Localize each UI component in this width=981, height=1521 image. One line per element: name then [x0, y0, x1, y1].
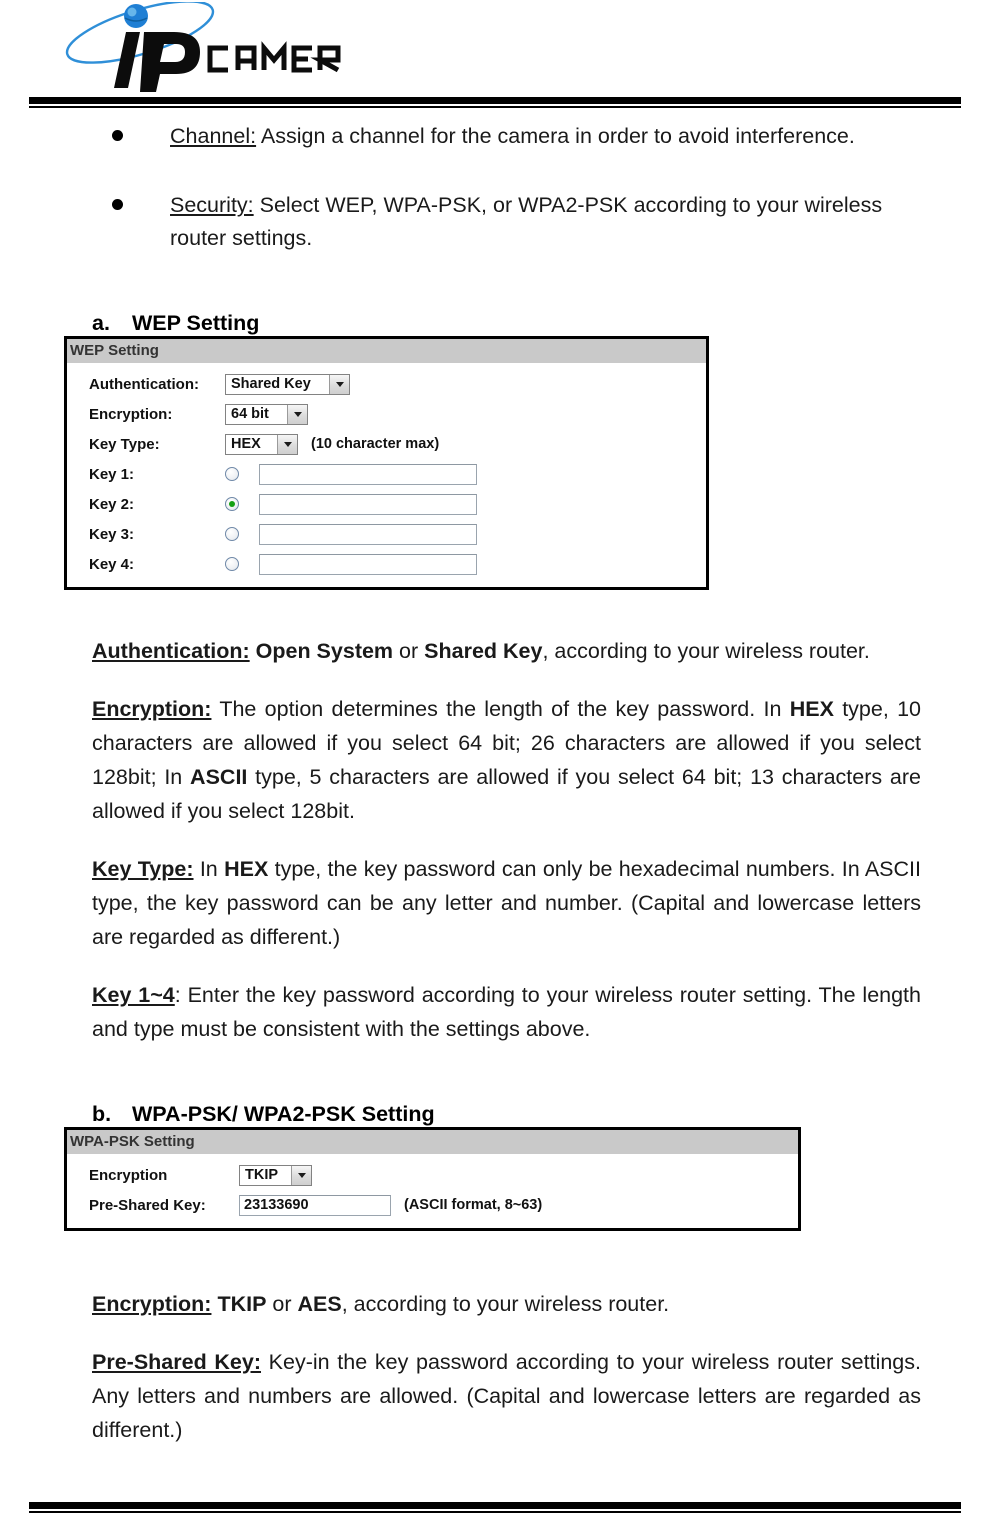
bullet-text-security: Select WEP, WPA-PSK, or WPA2-PSK according to your wireless router settings. — [170, 193, 883, 250]
wep-key3-label: Key 3: — [89, 525, 135, 543]
chevron-down-icon — [329, 375, 349, 394]
wep-key4-label: Key 4: — [89, 555, 135, 573]
term-ascii: ASCII — [190, 765, 248, 789]
list-item — [0, 189, 981, 255]
text-enc-p3: type, 5 characters are allowed if you select 64 bit; 13 characters are allowed if you select 128bit. — [92, 765, 921, 823]
wep-key4-input[interactable] — [259, 554, 477, 575]
text-auth-tail: , according to your wireless router. — [542, 639, 870, 663]
wep-key4-radio[interactable] — [225, 557, 239, 571]
page-content — [0, 120, 981, 1447]
text-keytype-p2: type, the key password can only be hexadecimal numbers. In ASCII type, the key password can be any letter and number. (Capital and lowercase letters are regarded as different.) — [92, 857, 921, 949]
wep-key3-input[interactable] — [259, 524, 477, 545]
text-pre-shared-key: Key-in the key password according to your wireless router settings. Any letters and numbers are allowed. (Capital and lowercase letters are regarded as different.) — [92, 1350, 921, 1442]
section-marker-a: a. — [92, 311, 110, 335]
wep-key2-input[interactable] — [259, 494, 477, 515]
wep-key2-radio[interactable] — [225, 497, 239, 511]
paragraph-authentication — [92, 634, 921, 668]
text-key-1-4: : Enter the key password according to your wireless router setting. The length and type must be consistent with the settings above. — [92, 983, 921, 1041]
term-tkip: TKIP — [217, 1292, 267, 1316]
wpa-preshared-key-row — [67, 1190, 798, 1220]
text-auth-mid: or — [393, 639, 425, 663]
wep-panel-titlebar: WEP Setting — [67, 339, 706, 363]
term-encryption-wpa: Encryption: — [92, 1292, 212, 1316]
wep-keytype-label: Key Type: — [89, 435, 160, 453]
wep-keytype-select[interactable] — [225, 434, 298, 455]
footer-divider-rule — [29, 1502, 961, 1513]
ip-camera-logo — [48, 2, 348, 92]
bullet-dot-icon — [112, 130, 123, 141]
paragraph-key-type — [92, 852, 921, 954]
wep-settings-panel — [64, 336, 709, 590]
paragraph-pre-shared-key — [92, 1345, 921, 1447]
wpa-preshared-key-input[interactable]: 23133690 — [239, 1195, 391, 1216]
intro-bullet-list — [0, 120, 981, 255]
term-authentication: Authentication: — [92, 639, 250, 663]
wpa-encryption-row — [67, 1160, 798, 1190]
term-hex-2: HEX — [224, 857, 269, 881]
wep-key1-radio[interactable] — [225, 467, 239, 481]
term-encryption: Encryption: — [92, 697, 212, 721]
bullet-term-channel: Channel: — [170, 124, 257, 148]
term-key-1-4: Key 1~4 — [92, 983, 175, 1007]
bullet-term-security: Security: — [170, 193, 254, 217]
text-enc-wpa-mid: or — [266, 1292, 298, 1316]
section-title-wpa: WPA-PSK/ WPA2-PSK Setting — [132, 1102, 435, 1126]
term-shared-key: Shared Key — [424, 639, 543, 663]
wep-encryption-row — [67, 399, 706, 429]
chevron-down-icon — [277, 435, 297, 454]
list-item — [0, 120, 981, 153]
wep-key2-label: Key 2: — [89, 495, 135, 513]
paragraph-encryption-wpa — [92, 1287, 921, 1321]
wpa-encryption-value: TKIP — [245, 1166, 279, 1183]
wep-key1-row — [67, 459, 706, 489]
wep-encryption-label: Encryption: — [89, 405, 173, 423]
section-heading-wpa — [92, 1102, 981, 1127]
wpa-encryption-label: Encryption — [89, 1166, 168, 1184]
wep-keytype-hint: (10 character max) — [311, 436, 440, 452]
wep-key3-radio[interactable] — [225, 527, 239, 541]
section-title-wep: WEP Setting — [132, 311, 260, 335]
wep-authentication-select[interactable] — [225, 374, 350, 395]
text-enc-wpa-tail: , according to your wireless router. — [341, 1292, 670, 1316]
text-keytype-p1: In — [193, 857, 225, 881]
wep-key1-input[interactable] — [259, 464, 477, 485]
term-pre-shared-key: Pre-Shared Key: — [92, 1350, 261, 1374]
wep-authentication-label: Authentication: — [89, 375, 199, 393]
section-heading-wep — [92, 311, 981, 336]
section-marker-b: b. — [92, 1102, 112, 1126]
wep-encryption-select[interactable] — [225, 404, 308, 425]
term-hex: HEX — [789, 697, 834, 721]
bullet-dot-icon — [112, 199, 123, 210]
paragraph-encryption-wep — [92, 692, 921, 828]
wep-authentication-value: Shared Key — [231, 375, 311, 392]
wpa-preshared-key-hint: (ASCII format, 8~63) — [404, 1197, 543, 1213]
wep-key1-label: Key 1: — [89, 465, 135, 483]
term-aes: AES — [297, 1292, 342, 1316]
page-header — [0, 0, 981, 112]
text-enc-p2: type, 10 characters are allowed if you select 64 bit; 26 characters are allowed if you select 128bit; In — [92, 697, 921, 789]
chevron-down-icon — [287, 405, 307, 424]
wpa-encryption-select[interactable] — [239, 1165, 312, 1186]
wep-key2-row — [67, 489, 706, 519]
header-divider-rule — [29, 97, 961, 108]
wep-keytype-value: HEX — [231, 435, 261, 452]
bullet-text-channel: Assign a channel for the camera in order to avoid interference. — [256, 124, 855, 148]
wep-keytype-row — [67, 429, 706, 459]
wpa-panel-titlebar: WPA-PSK Setting — [67, 1130, 798, 1154]
wep-encryption-value: 64 bit — [231, 405, 269, 422]
wep-key3-row — [67, 519, 706, 549]
text-enc-p1: The option determines the length of the key password. In — [211, 697, 790, 721]
chevron-down-icon — [291, 1166, 311, 1185]
term-open-system: Open System — [255, 639, 394, 663]
wpa-psk-settings-panel — [64, 1127, 801, 1231]
wep-key4-row — [67, 549, 706, 579]
term-key-type: Key Type: — [92, 857, 194, 881]
wpa-preshared-key-label: Pre-Shared Key: — [89, 1196, 206, 1214]
wep-authentication-row — [67, 369, 706, 399]
paragraph-key-1-4 — [92, 978, 921, 1046]
